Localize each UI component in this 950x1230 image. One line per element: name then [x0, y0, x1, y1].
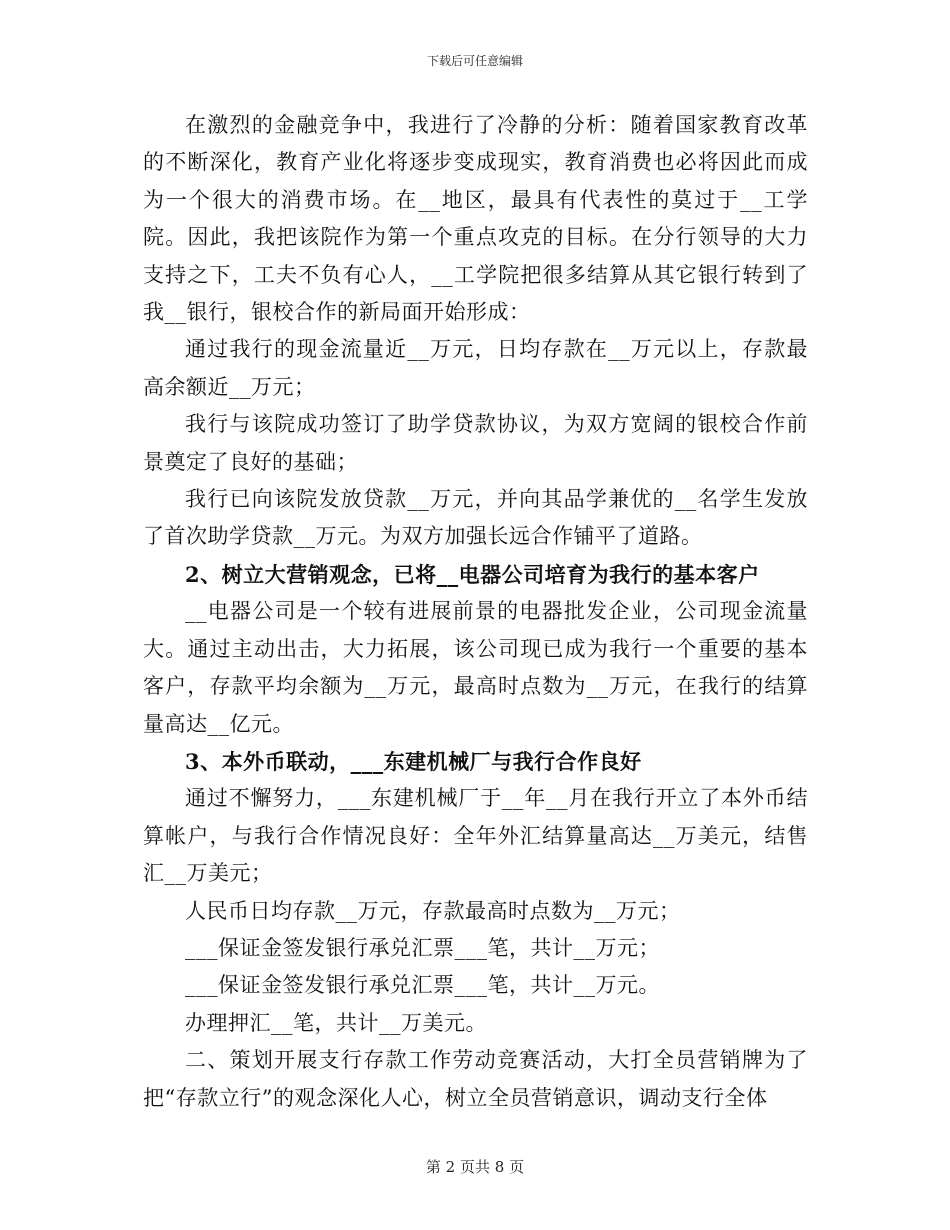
- paragraph: __电器公司是一个较有进展前景的电器批发企业，公司现金流量大。通过主动出击，大力拓展，该公司现已成为我行一个重要的基本客户，存款平均余额为__万元，最高时点数为__万元，在我行的结算量高达__亿元。: [143, 599, 808, 736]
- section-heading: 2、树立大营销观念，已将__电器公司培育为我行的基本客户: [185, 561, 760, 587]
- paragraph: 通过不懈努力，___东建机械厂于__年__月在我行开立了本外币结算帐户，与我行合作情况良好：全年外汇结算量高达__万美元，结售汇__万美元；: [143, 786, 808, 886]
- section-heading: 3、本外币联动，___东建机械厂与我行合作良好: [185, 748, 642, 774]
- paragraph: 通过我行的现金流量近__万元，日均存款在__万元以上，存款最高余额近__万元；: [143, 337, 808, 399]
- page-footer: 第 2 页共 8 页: [425, 1158, 525, 1176]
- page-header: 下载后可任意编辑: [426, 54, 523, 68]
- paragraph: ___保证金签发银行承兑汇票___笔，共计__万元。: [185, 973, 660, 998]
- document-body: [143, 107, 808, 1117]
- paragraph: 办理押汇__笔，共计__万美元。: [185, 1010, 487, 1035]
- paragraph: 在激烈的金融竞争中，我进行了冷静的分析：随着国家教育改革的不断深化，教育产业化将逐步变成现实，教育消费也必将因此而成为一个很大的消费市场。在__地区，最具有代表性的莫过于__工学院。因此，我把该院作为第一个重点攻克的目标。在分行领导的大力支持之下，工夫不负有心人，__工学院把很多结算从其它银行转到了我__银行，银校合作的新局面开始形成：: [143, 113, 808, 325]
- paragraph: 二、策划开展支行存款工作劳动竞赛活动，大打全员营销牌为了把“存款立行”的观念深化人心，树立全员营销意识，调动支行全体: [143, 1048, 808, 1110]
- paragraph: ___保证金签发银行承兑汇票___笔，共计__万元；: [185, 935, 660, 960]
- paragraph: 我行与该院成功签订了助学贷款协议，为双方宽阔的银校合作前景奠定了良好的基础；: [143, 412, 808, 474]
- paragraph: 人民币日均存款__万元，存款最高时点数为__万元；: [185, 898, 681, 923]
- paragraph: 我行已向该院发放贷款__万元，并向其品学兼优的__名学生发放了首次助学贷款__万元。为双方加强长远合作铺平了道路。: [143, 487, 808, 549]
